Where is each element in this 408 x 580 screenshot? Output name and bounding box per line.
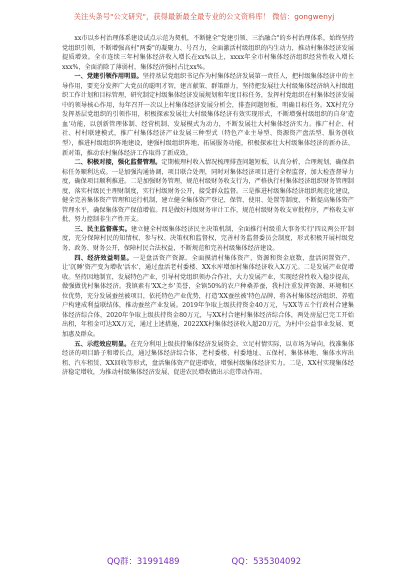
qq-group-contact: [107, 555, 180, 567]
section-heading: 四、经济效益明显。: [74, 254, 133, 262]
paragraph-section-5: [62, 340, 354, 378]
paragraph-text: xx市以乡村治理体系建设试点示范为契机，不断健全"党建引领、三治融合"的乡村治理体系，始终坚持党组织引领，不断增强高村"两委"的凝聚力、号召力，全面激活村级组织的内生动力，推动村集体经济发展提质增效。全市连续三年村集体经济收入增长在xx%以上，xxxx年全市村集体经济组织经营性收入增长xxx%，全面消除了薄弱村，集体经济强村占比xx%。: [62, 35, 354, 71]
qq-group-label: QQ群：: [106, 556, 137, 566]
paragraph-text: 一是盘活资产资源。全面摸清村集体资产、资源和资金底数，盘活闲置资产，让'沉睡'资产变为增收'活水'，通过盘活老村委楼、XX水库增加村集体经济收入X万元。二是发展产业促增收。坚持因地制宜，发展特色产业，引导村党组织领办合作社，大力发展产业，实现经营性收入稳步提高，做强做优村集体经济。我镇素有'XX之乡'美誉，全镇50%的农户种桑养蚕，我村注重发挥资源、环境和区位优势，充分发展蚕丝被项目，依托特色产业优势，打造'XX蚕丝被'特色品牌，将各村集体经济组织、养殖户构建成利益联结体，推动蚕丝产业发展。2019年争取上级扶持资金40万元，与XX等五个行政村合建集体经济综合体，2020年争取上级扶持资金80万元，与XX村合建村集体经济综合体，两处房屋已完工开始出租，年租金可达XX万元，通过上述措施，2022XX村集体经济收入超20万元，为村中公益事业发展、更加惠及群众。: [62, 254, 355, 338]
paragraph-section-1: [62, 72, 354, 158]
qq-number: 535304092: [253, 556, 302, 566]
paragraph-section-3: [62, 225, 354, 254]
section-heading: 一、党建引领作用明显。: [74, 73, 143, 81]
qq-group-number: 31991489: [136, 556, 180, 566]
paragraph-text: 建立健全村级集体经济民主决策机制，全面推行村级重大事务实行'四议两公开'制度，充分保障村民的知情权、参与权、决策权和监督权，完善村务监督委员会制度，形式积极开展村级党务、政务、财务公开，保障村民合法权益，不断规范和完善村级集体经济建设。: [62, 225, 354, 253]
article-body: [62, 34, 354, 378]
paragraph-text: 定期梳理村收入情况梳理排查问题短板，认真分析，合理规划，确保指标任务顺利达成。一是加强沟通协调，项目联合处理，同时对集体经济项目进行全程监督，加大检查督导力度，确保项目顺利推进。二是加强财务管理，规范村级财务收支行为，严格执行村集体经济组织财务管理制度，落实村级民主理财制度，实行村级财务公开，接受群众监督。三是推进村级集体经济组织规范化建设，健全完善集体资产管理和运行机制，建立健全集体资产登记、保管、使用、处置等制度，不断提高集体资产管理水平，确保集体资产保值增值。四是做好村级财务审计工作，规范村级财务收支审批程序，严格收支审批，努力控制非生产性开支。: [62, 159, 355, 224]
qq-label: QQ：: [231, 556, 254, 566]
paragraph-section-2: [62, 158, 354, 225]
paragraph-text: 坚持基层党组织书记作为村集体经济发展第一责任人，把村级集体经济中的主导作用，要充分发挥广大党员的聪明才智，建言献策、群策群力，坚持把发展壮大村级集体经济纳入村级组织工作计划和目标管理，研究制定村级集体经济发展规划和年度目标任务，发挥村党组织在村集体经济发展中的领导核心作用，每年召开一次以上村集体经济发展分析会，排查问题短板，明确目标任务。XX村充分发挥基层党组织的引领作用，积极探索发展壮大村级集体经济有效实现形式，不断增强村级组织的自身'造血'功能，以创新管理体制、经营机制、发展模式为动力，不断发展壮大村集体经济实力。推广村企、村社、村村联建模式，推广村集体经济产业发展三种型式（特色产业主导型、资源资产盘活型、服务创收型），推进村级组织阵地建设，建强村级组织阵地，拓展服务功能，积极探索壮大村级集体经济的新办法、新对策，推动农村集体经济工作取得了新成效。: [62, 73, 355, 157]
section-heading: 二、积极对接，强化监督管理。: [74, 159, 162, 167]
section-heading: 三、民主监督落实。: [74, 225, 131, 233]
paragraph-section-4: [62, 254, 354, 340]
qq-contact: [232, 555, 302, 567]
section-heading: 五、示范效应明显。: [74, 340, 131, 348]
top-banner: 关注头条号"公文研究"，获得最新最全最专业的公文资料库！ 微信：gongwenyj: [73, 12, 335, 21]
footer-contacts: [0, 555, 408, 567]
paragraph-intro: [62, 34, 354, 72]
paragraph-text: 在充分利用上级扶持集体经济发展资金，立足村情实际，以市场为导向，找准集体经济的项目路子和增长点，通过集体经济综合体，老村委楼、村委地址、五保村、集体林地、集体水库出租、汽车租赁、XX回收等形式，盘活集体资产促进增收，增强村级集体经济实力。二是，XX村实现集体经济稳定增收，为推动村级集体经济发展、促进农民增收做出示范带动作用。: [62, 340, 355, 377]
